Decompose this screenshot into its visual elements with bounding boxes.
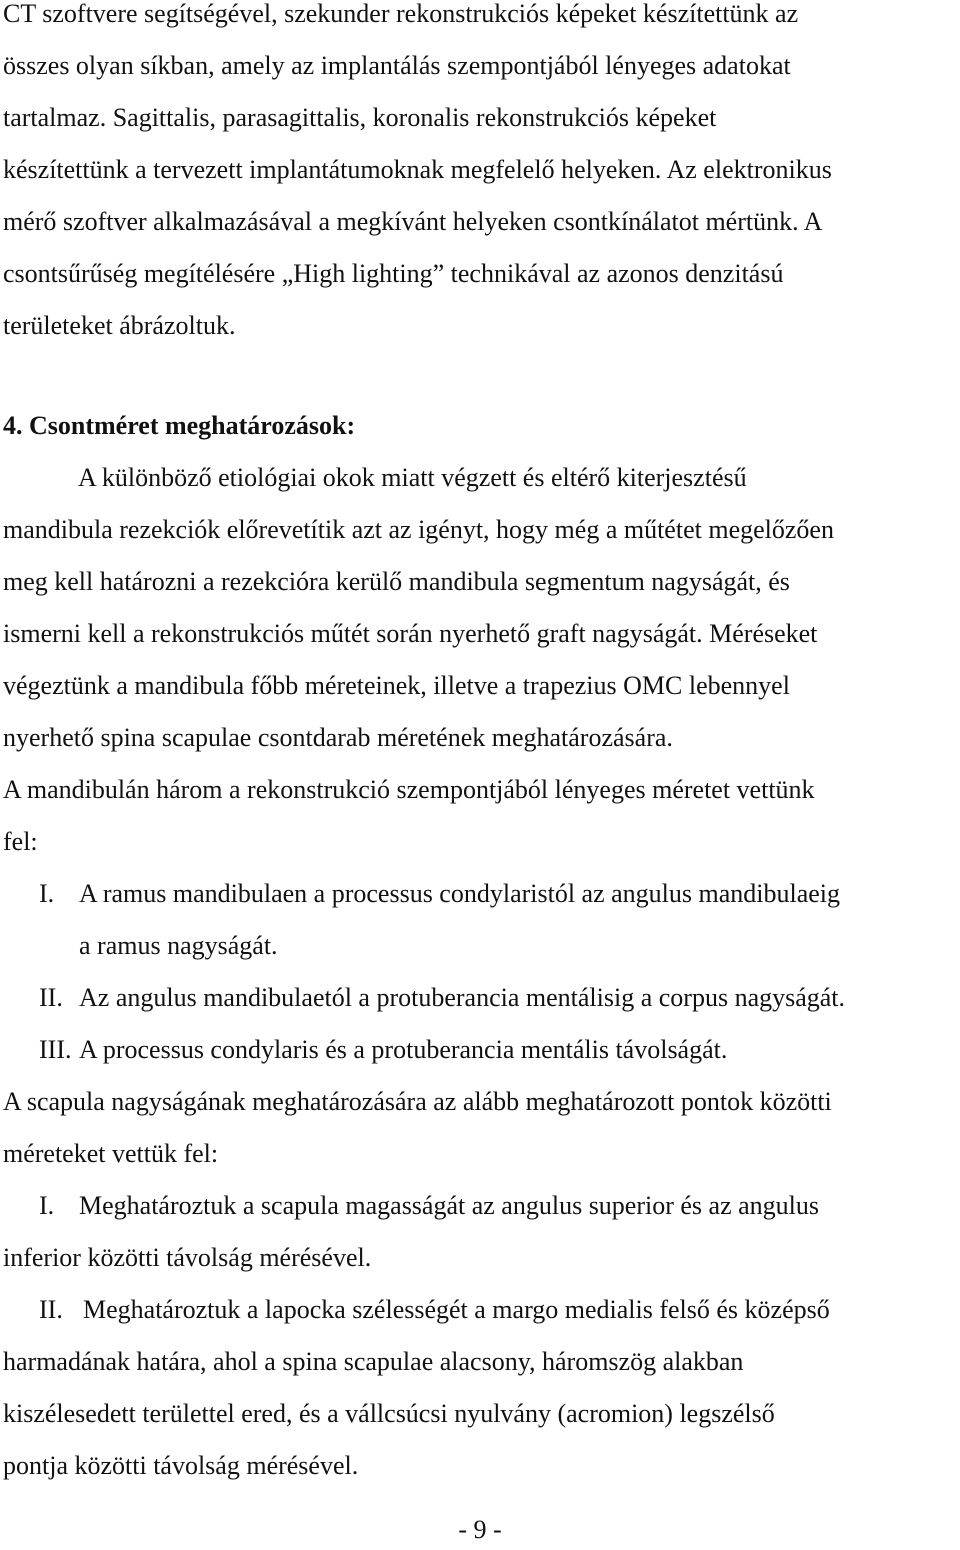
text-line: harmadának határa, ahol a spina scapulae alacsony, háromszög alakban — [3, 1347, 744, 1376]
page-number: - 9 - — [458, 1515, 502, 1544]
list-item — [3, 868, 958, 972]
section-heading: 4. Csontméret meghatározások: — [3, 411, 356, 440]
text-line: pontja közötti távolság mérésével. — [3, 1451, 359, 1480]
list-item — [3, 972, 958, 1024]
list-number: III. — [39, 1035, 72, 1064]
text-line: csontsűrűség megítélésére „High lighting” technikával az azonos denzitású — [3, 259, 784, 288]
document-page — [3, 0, 958, 1492]
text-line: végeztünk a mandibula főbb méreteinek, illetve a trapezius OMC lebennyel — [3, 671, 790, 700]
list-text — [79, 868, 958, 972]
text-line — [3, 1180, 958, 1232]
text-line: A ramus mandibulaen a processus condylaristól az angulus mandibulaeig — [79, 879, 841, 908]
scapula-measurement-list — [3, 1180, 958, 1492]
text-line: mandibula rezekciók előrevetítik azt az igényt, hogy még a műtétet megelőzően — [3, 515, 834, 544]
list-number: II. — [39, 1295, 63, 1324]
list-item — [3, 1284, 958, 1492]
list-text — [79, 972, 958, 1024]
text-line: készítettünk a tervezett implantátumoknak megfelelő helyeken. Az elektronikus — [3, 155, 832, 184]
list-item — [3, 1024, 958, 1076]
list-number: I. — [39, 1191, 55, 1220]
list-number: I. — [39, 879, 55, 908]
text-line: A processus condylaris és a protuberancia mentális távolságát. — [79, 1035, 728, 1064]
text-line: tartalmaz. Sagittalis, parasagittalis, koronalis rekonstrukciós képeket — [3, 103, 717, 132]
text-line: összes olyan síkban, amely az implantálás szempontjából lényeges adatokat — [3, 51, 791, 80]
text-line: A mandibulán három a rekonstrukció szempontjából lényeges méretet vettünk — [3, 775, 815, 804]
paragraph-mandibula-resection — [3, 452, 958, 764]
paragraph-ct-reconstruction — [3, 0, 958, 352]
text-line: meg kell határozni a rezekcióra kerülő mandibula segmentum nagyságát, és — [3, 567, 790, 596]
list-item — [3, 1180, 958, 1284]
list-number: II. — [39, 983, 63, 1012]
text-line: kiszélesedett területtel ered, és a vállcsúcsi nyulvány (acromion) legszélső — [3, 1399, 775, 1428]
text-line: inferior közötti távolság mérésével. — [3, 1243, 372, 1272]
text-line: Az angulus mandibulaetól a protuberancia mentálisig a corpus nagyságát. — [79, 983, 846, 1012]
list-text: Meghatároztuk a scapula magasságát az angulus superior és az angulus — [79, 1191, 820, 1220]
text-line: ismerni kell a rekonstrukciós műtét során nyerhető graft nagyságát. Méréseket — [3, 619, 818, 648]
text-line: nyerhető spina scapulae csontdarab méretének meghatározására. — [3, 723, 673, 752]
mandibula-measurement-list — [3, 868, 958, 1076]
text-line: a ramus nagyságát. — [79, 931, 278, 960]
list-text — [79, 1024, 958, 1076]
text-line: A különböző etiológiai okok miatt végzett és eltérő kiterjesztésű — [78, 463, 747, 492]
text-line — [3, 1284, 958, 1336]
text-line: mérő szoftver alkalmazásával a megkívánt helyeken csontkínálatot mértünk. A — [3, 207, 823, 236]
text-line: területeket ábrázoltuk. — [3, 311, 236, 340]
text-line: fel: — [3, 827, 38, 856]
list-text: Meghatároztuk a lapocka szélességét a margo medialis felső és középső — [83, 1295, 830, 1324]
text-line: CT szoftvere segítségével, szekunder rekonstrukciós képeket készítettünk az — [3, 0, 799, 28]
paragraph-mandibula-measurements-intro — [3, 764, 958, 868]
text-line: A scapula nagyságának meghatározására az alább meghatározott pontok közötti — [3, 1087, 832, 1116]
paragraph-scapula-measurements-intro — [3, 1076, 958, 1180]
text-line: méreteket vettük fel: — [3, 1139, 219, 1168]
